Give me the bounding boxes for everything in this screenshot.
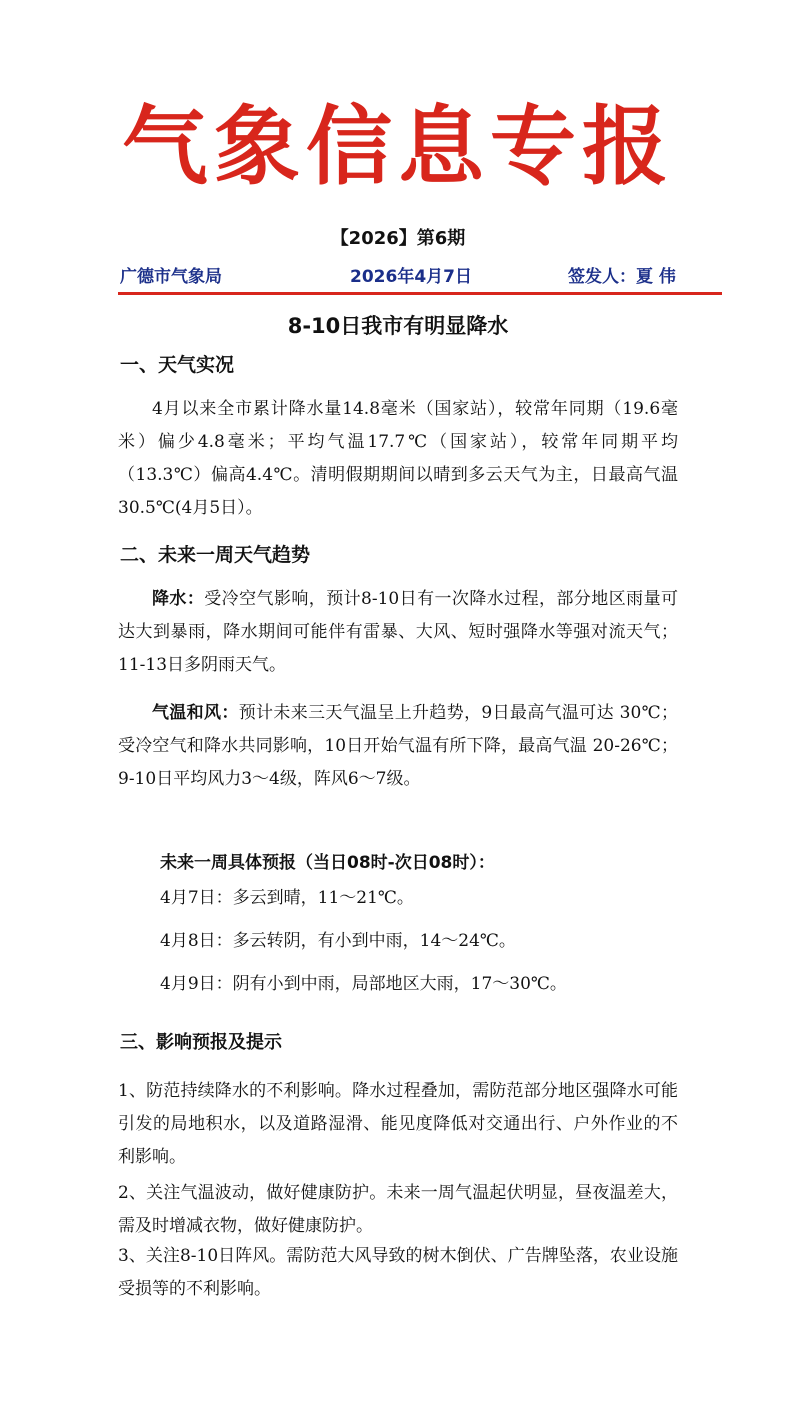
section-heading-impact: 三、影响预报及提示 — [120, 1032, 282, 1053]
impact-item: 1、防范持续降水的不利影响。降水过程叠加，需防范部分地区强降水可能引发的局地积水，以及道路湿滑、能见度降低对交通出行、户外作业的不利影响。 — [118, 1081, 678, 1167]
issuing-organization: 广德市气象局 — [120, 267, 222, 287]
issue-number: 【2026】第6期 — [330, 228, 466, 249]
weather-facts-paragraph: 4月以来全市累计降水量14.8毫米（国家站），较常年同期（19.6毫米）偏少4.8毫米；平均气温17.7℃（国家站），较常年同期平均（13.3℃）偏高4.4℃。清明假期期间以晴到多云天气为主，日最高气温30.5℃(4月5日）。 — [118, 399, 678, 518]
temperature-wind-text: 预计未来三天气温呈上升趋势，9日最高气温可达 30℃；受冷空气和降水共同影响，10日开始气温有所下降，最高气温 20-26℃；9-10日平均风力3～4级，阵风6～7级。 — [118, 703, 678, 789]
section-heading-weather-facts: 一、天气实况 — [120, 354, 235, 376]
forecast-line: 4月9日：阴有小到中雨，局部地区大雨，17～30℃。 — [160, 974, 567, 994]
precipitation-text: 受冷空气影响，预计8-10日有一次降水过程，部分地区雨量可达大到暴雨，降水期间可能伴有雷暴、大风、短时强降水等强对流天气；11-13日多阴雨天气。 — [118, 589, 678, 675]
signer: 签发人：夏 伟 — [568, 267, 676, 287]
forecast-line: 4月7日：多云到晴，11～21℃。 — [160, 888, 414, 908]
precipitation-label: 降水： — [152, 589, 205, 609]
red-divider — [118, 292, 722, 295]
document-title: 8-10日我市有明显降水 — [287, 314, 509, 338]
forecast-line: 4月8日：多云转阴，有小到中雨，14～24℃。 — [160, 931, 516, 951]
precipitation-paragraph — [118, 583, 678, 682]
temperature-wind-paragraph — [118, 697, 678, 796]
impact-item: 2、关注气温波动，做好健康防护。未来一周气温起伏明显，昼夜温差大，需及时增减衣物，做好健康防护。 — [118, 1183, 678, 1236]
forecast-subheading: 未来一周具体预报（当日08时-次日08时）： — [160, 853, 495, 873]
section-heading-weekly-trend: 二、未来一周天气趋势 — [120, 544, 311, 566]
impact-item: 3、关注8-10日阵风。需防范大风导致的树木倒伏、广告牌坠落，农业设施受损等的不利影响。 — [118, 1246, 678, 1299]
issue-date: 2026年4月7日 — [350, 267, 472, 287]
temperature-wind-label: 气温和风： — [152, 703, 239, 723]
masthead-title: 气象信息专报 — [122, 96, 674, 197]
